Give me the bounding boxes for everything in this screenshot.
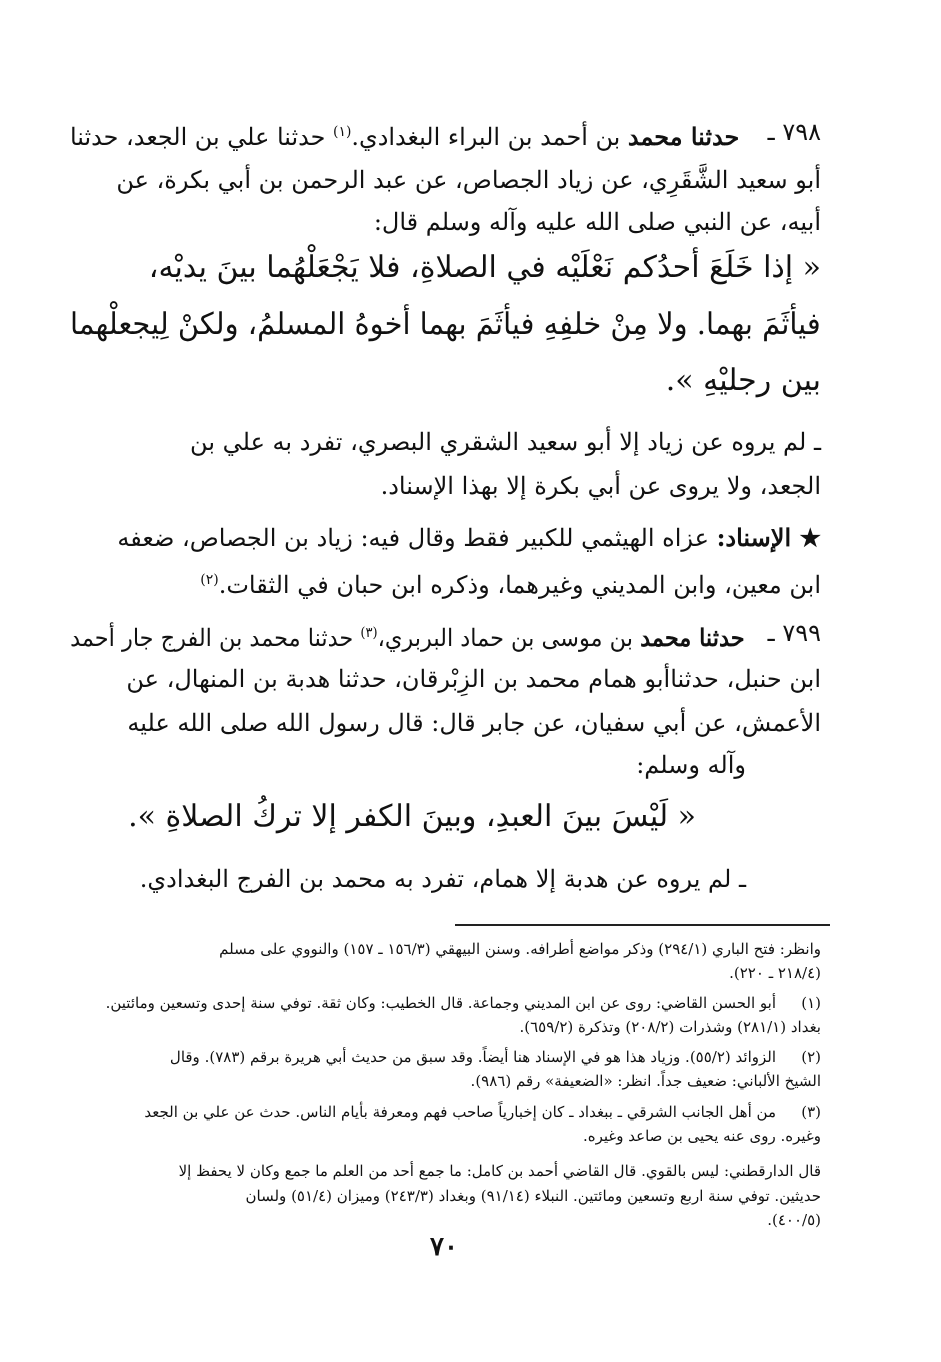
- footnote-line: (٢١٨/٤ ـ ٢٢٠).: [729, 964, 821, 982]
- footnote-ref: (١): [333, 124, 352, 140]
- footnote-line: حديثين. توفي سنة اربع وتسعين ومائتين. النبلاء (٩١/١٤) وبغداد (٢٤٣/٣) وميزان (٥١/٤) ولسان: [245, 1187, 821, 1205]
- hadith-quote-line: « لَيْسَ بينَ العبدِ، وبينَ الكفر إلا تركُ الصلاةِ ».: [128, 799, 696, 834]
- hadith-text-line: أبو سعيد الشَّقَرِي، عن زياد الجصاص، عن عبد الرحمن بن أبي بكرة، عن: [116, 166, 821, 194]
- narration-start: حدثنا محمد بن أحمد بن البراء البغدادي.$^{(١)}$ حدثنا علي بن الجعد، حدثنا: [69, 122, 740, 151]
- isnad-label: ★ الإسناد:: [716, 523, 821, 552]
- footnote-line: وغيره. روى عنه يحيى بن صاعد وغيره.: [582, 1127, 821, 1145]
- hadith-text-line: وآله وسلم:: [636, 751, 746, 779]
- footnote-separator: [455, 924, 830, 926]
- footnote-line: (٤٠٠/٥).: [767, 1211, 821, 1229]
- commentary-line: ـ لم يروه عن هدبة إلا همام، تفرد به محمد بن الفرج البغدادي.: [139, 865, 746, 893]
- footnote-line: قال الدارقطني: ليس بالقوي. قال القاضي أحمد بن كامل: ما جمع أحد من العلم ما جمع وكان لا يحفظ إلا: [178, 1162, 821, 1180]
- hadith-text-line: ابن حنبل، حدثناأبو همام محمد بن الزِبْرقان، حدثنا هدبة بن المنهال، عن: [126, 665, 821, 693]
- footnote-line: وانظر: فتح الباري (٢٩٤/١) وذكر مواضع أطرافه. وسنن البيهقي (١٥٦/٣ ـ ١٥٧) والنووي على مسلم: [219, 940, 821, 958]
- isnad-line: ★ الإسناد: عزاه الهيثمي للكبير فقط وقال فيه: زياد بن الجصاص، ضعفه: [117, 523, 821, 552]
- footnote-ref: (٣): [360, 625, 378, 641]
- footnote-line: الزوائد (٥٥/٢). وزياد هذا هو في الإسناد هنا أيضاً. وقد سبق من حديث أبي هريرة برقم (٧٨٣). وقال: [169, 1048, 776, 1066]
- narration-start: حدثنا محمد بن موسى بن حماد البربري،$^{(٣)}$ حدثنا محمد بن الفرج جار أحمد: [69, 623, 745, 652]
- hadith-text-line: الأعمش، عن أبي سفيان، عن جابر قال: قال رسول الله صلى الله عليه: [127, 709, 821, 737]
- hadith-text-line: [69, 112, 821, 157]
- hadith-quote-line: بين رجليْهِ ».: [665, 363, 821, 398]
- isnad-line: ابن معين، وابن المديني وغيرهما، وذكره ابن حبان في الثقات.$^{(٢)}$: [200, 571, 821, 599]
- footnote-line: أبو الحسن القاضي: روى عن ابن المديني وجماعة. قال الخطيب: وكان ثقة. توفي سنة إحدى وتسعين ومائتين.: [105, 994, 776, 1012]
- footnote-line: بغداد (٢٨١/١) وشذرات (٢٠٨/٢) وتذكرة (٦٥٩/٢).: [519, 1018, 821, 1036]
- footnote-number: (٢): [801, 1048, 821, 1066]
- hadith-quote-line: « إذا خَلَعَ أحدُكم نَعْلَيْه في الصلاةِ، فلا يَجْعَلْهُما بينَ يديْه،: [148, 250, 821, 285]
- hadith-quote-line: فيأثَمَ بهما. ولا مِنْ خلفِهِ فيأثَمَ بهما أخوهُ المسلمُ، ولكنْ لِيجعلْهما: [70, 307, 821, 342]
- page-number: ٧٠: [430, 1232, 458, 1262]
- commentary-line: ـ لم يروه عن زياد إلا أبو سعيد الشقري البصري، تفرد به علي بن: [190, 428, 821, 456]
- hadith-number: ٧٩٨ ـ: [767, 118, 821, 146]
- footnote-line: الشيخ الألباني: ضعيف جداً. انظر: «الضعيفة» رقم (٩٨٦).: [470, 1072, 821, 1090]
- hadith-number: ٧٩٩ ـ: [767, 619, 821, 647]
- hadith-text-line: أبيه، عن النبي صلى الله عليه وآله وسلم قال:: [373, 208, 821, 236]
- footnote-line: من أهل الجانب الشرقي ـ ببغداد ـ كان إخبارياً صاحب فهم ومعرفة بأيام الناس. حدث عن علي بن الجعد: [144, 1103, 776, 1121]
- footnote-number: (١): [801, 994, 821, 1012]
- footnote-ref: (٢): [200, 572, 219, 588]
- hadith-text-line: [70, 613, 821, 658]
- footnote-number: (٣): [801, 1103, 821, 1121]
- commentary-line: الجعد، ولا يروى عن أبي بكرة إلا بهذا الإسناد.: [380, 472, 821, 500]
